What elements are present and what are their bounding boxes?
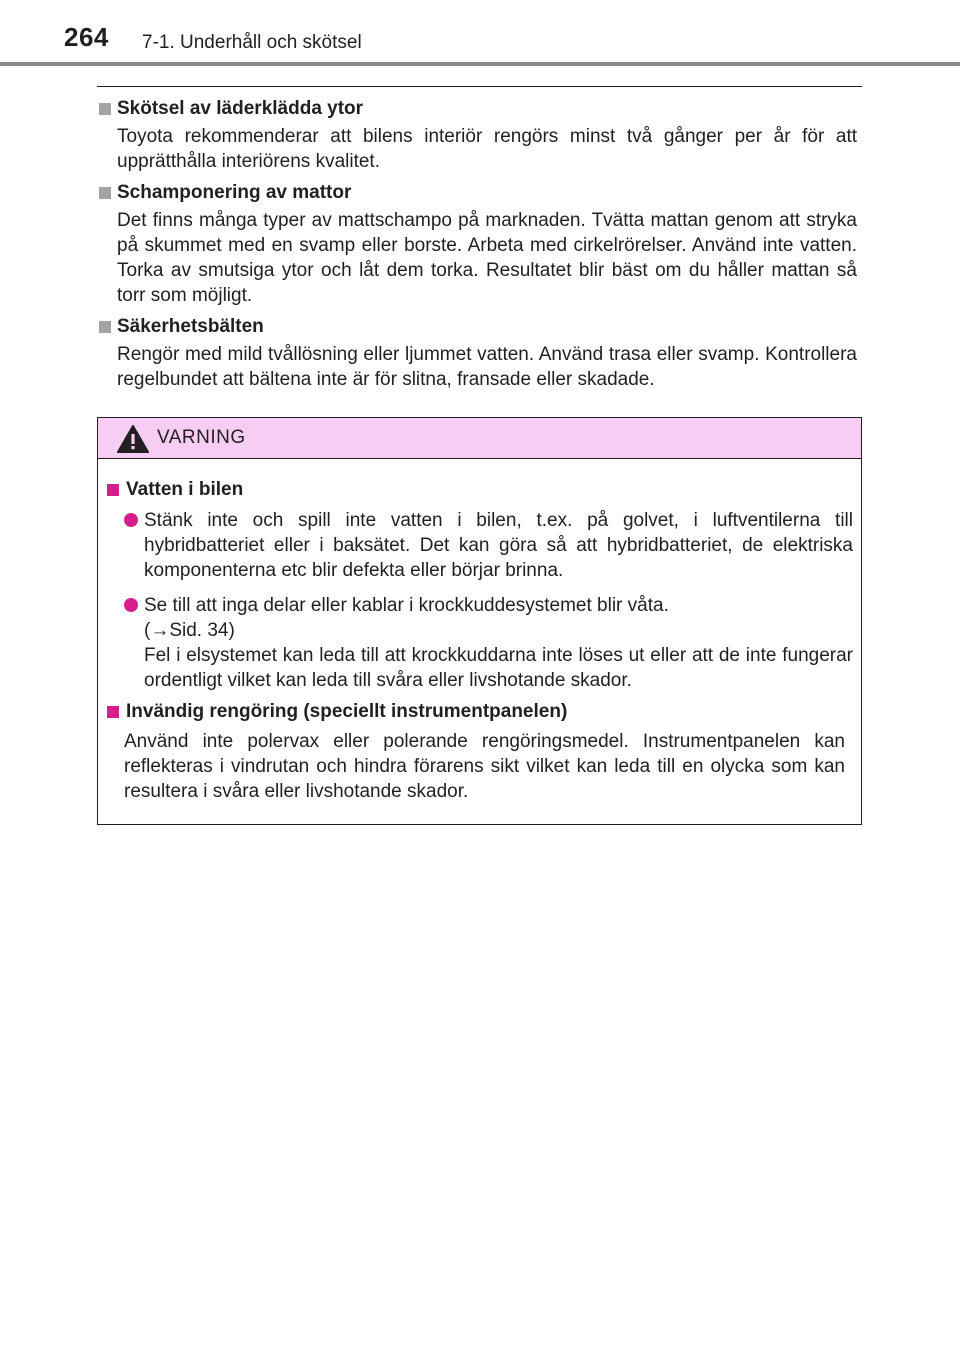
warning-section-text: Använd inte polervax eller polerande rengöringsmedel. Instrumentpanelen kan reflekteras i vindrutan och hindra förarens sikt vilket kan leda till en olycka som kan resultera i svåra eller livshotande skador.: [124, 731, 845, 802]
section-marker-icon: [99, 321, 111, 333]
page-header: [0, 0, 960, 66]
warning-header: [98, 418, 861, 459]
chapter-title: 7-1. Underhåll och skötsel: [142, 32, 362, 53]
warning-triangle-icon: [116, 424, 150, 454]
warning-bullet: Se till att inga delar eller kablar i krockkuddesystemet blir våta. (→Sid. 34) Fel i elsystemet kan leda till att krockkuddarna inte löses ut eller att de inte fungerar ordentligt vilket kan leda till svåra eller livshotande skador.: [106, 593, 853, 693]
section-title: Säkerhetsbälten: [117, 316, 264, 337]
warning-section-title: Vatten i bilen: [126, 479, 244, 500]
section-seat-belts: [97, 314, 857, 392]
warning-section-title: Invändig rengöring (speciellt instrumentpanelen): [126, 701, 568, 722]
page-number: 264: [64, 22, 109, 52]
warning-box: [97, 417, 862, 825]
section-marker-icon: [99, 103, 111, 115]
section-title: Skötsel av läderklädda ytor: [117, 98, 364, 119]
warning-section-marker-icon: [107, 484, 119, 496]
section-title: Schamponering av mattor: [117, 182, 352, 203]
warning-section-marker-icon: [107, 706, 119, 718]
section-leather-care: [97, 96, 857, 174]
warning-body: [98, 459, 861, 804]
bullet-dot-icon: [124, 513, 138, 527]
bullet-dot-icon: [124, 598, 138, 612]
section-text: Toyota rekommenderar att bilens interiör rengörs minst två gånger per år för att upprätthålla interiörens kvalitet.: [117, 126, 857, 172]
section-text: Rengör med mild tvållösning eller ljummet vatten. Använd trasa eller svamp. Kontrollera regelbundet att bältena inte är för slitna, fransade eller skadade.: [117, 344, 857, 390]
main-content: [97, 96, 857, 398]
warning-title: VARNING: [157, 427, 246, 448]
page-reference: (→Sid. 34): [144, 620, 235, 641]
header-rule: [0, 62, 960, 66]
warning-bullet: Stänk inte och spill inte vatten i bilen, t.ex. på golvet, i luftventilerna till hybridbatteriet eller i baksätet. Det kan göra så att hybridbatteriet, de elektriska komponenterna etc blir defekta eller börjar brinna.: [106, 508, 853, 583]
content-top-rule: [97, 86, 862, 87]
warning-section-water: [106, 477, 853, 693]
section-carpet-shampoo: [97, 180, 857, 308]
section-marker-icon: [99, 187, 111, 199]
warning-section-interior-cleaning: [106, 699, 853, 804]
section-text: Det finns många typer av mattschampo på marknaden. Tvätta mattan genom att stryka på skummet med en svamp eller borste. Arbeta med cirkelrörelser. Använd inte vatten. Torka av smutsiga ytor och låt dem torka. Resultatet blir bäst om du håller mattan så torr som möjligt.: [117, 210, 857, 306]
